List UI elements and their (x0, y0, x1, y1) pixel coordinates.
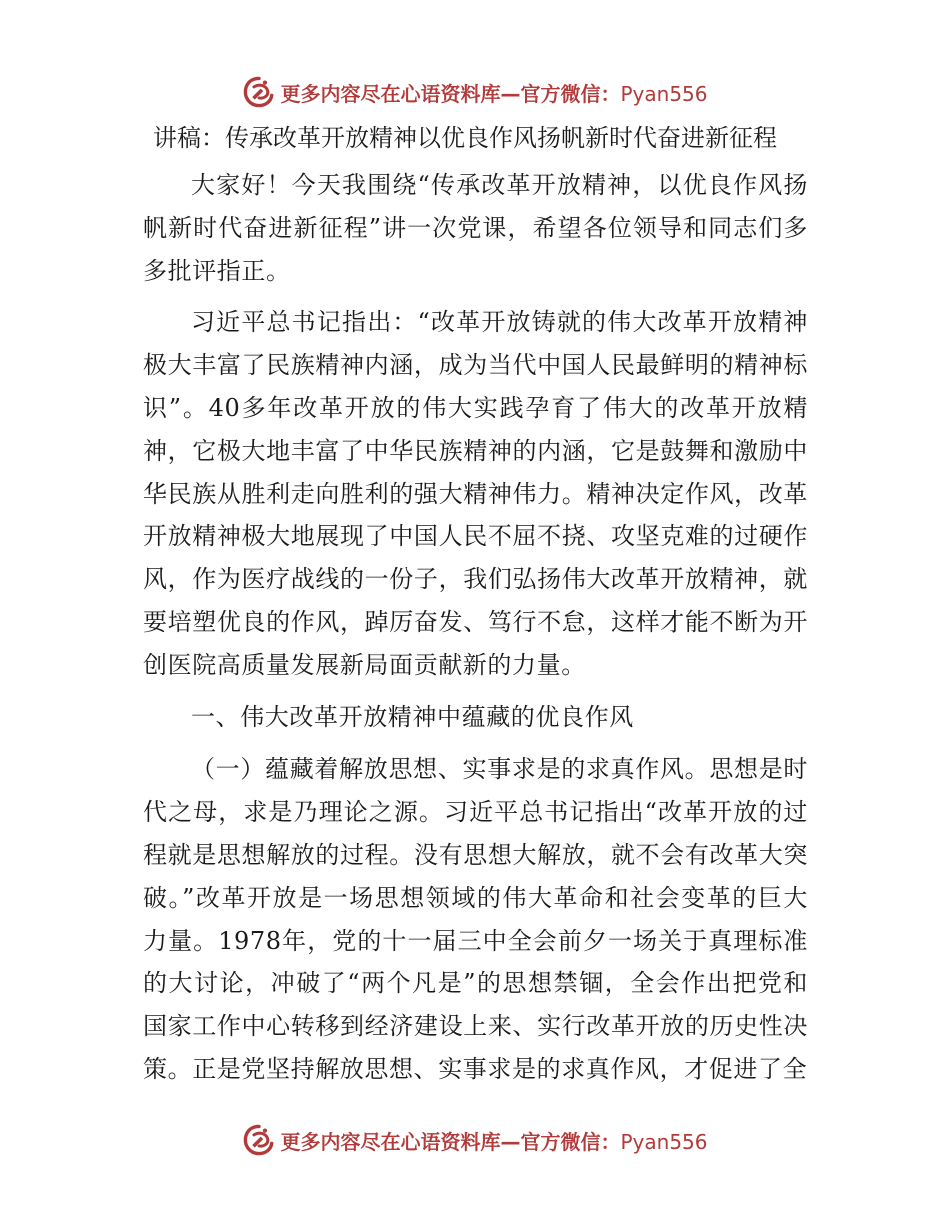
paragraph-intro: 习近平总书记指出：“改革开放铸就的伟大改革开放精神极大丰富了民族精神内涵，成为当代中国人民最鲜明的精神标识”。40多年改革开放的伟大实践孕育了伟大的改革开放精神，它极大地丰富了中华民族精神的内涵，它是鼓舞和激励中华民族从胜利走向胜利的强大精神伟力。精神决定作风，改革开放精神极大地展现了中国人民不屈不挠、攻坚克难的过硬作风，作为医疗战线的一份子，我们弘扬伟大改革开放精神，就要培塑优良的作风，踔厉奋发、笃行不怠，这样才能不断为开创医院高质量发展新局面贡献新的力量。 (143, 308, 808, 679)
document-title: 讲稿：传承改革开放精神以优良作风扬帆新时代奋进新征程 (153, 124, 777, 152)
banner-text: 更多内容尽在心语资料库—官方微信：Pyan556 (280, 1129, 708, 1154)
paragraph-section-1: （一）蕴藏着解放思想、实事求是的求真作风。思想是时代之母，求是乃理论之源。习近平总书记指出“改革开放的过程就是思想解放的过程。没有思想大解放，就不会有改革大突破。”改革开放是一场思想领域的伟大革命和社会变革的巨大力量。1978年，党的十一届三中全会前夕一场关于真理标准的大讨论，冲破了“两个凡是”的思想禁锢，全会作出把党和国家工作中心转移到经济建设上来、实行改革开放的历史性决策。正是党坚持解放思想、实事求是的求真作风，才促进了全 (143, 755, 808, 1083)
wechat-account: Pyan556 (620, 81, 708, 106)
document-body (143, 118, 808, 1100)
brush-circle-logo-icon (242, 75, 276, 109)
brush-circle-logo-icon (242, 1123, 276, 1157)
header-watermark-banner (0, 70, 950, 114)
wechat-account: Pyan556 (620, 1129, 708, 1154)
paragraph-greeting: 大家好！今天我围绕“传承改革开放精神，以优良作风扬帆新时代奋进新征程”讲一次党课，希望各位领导和同志们多多批评指正。 (143, 171, 808, 285)
footer-watermark-banner (0, 1118, 950, 1162)
section-heading: 一、伟大改革开放精神中蕴藏的优良作风 (191, 702, 634, 731)
banner-text: 更多内容尽在心语资料库—官方微信：Pyan556 (280, 81, 708, 106)
